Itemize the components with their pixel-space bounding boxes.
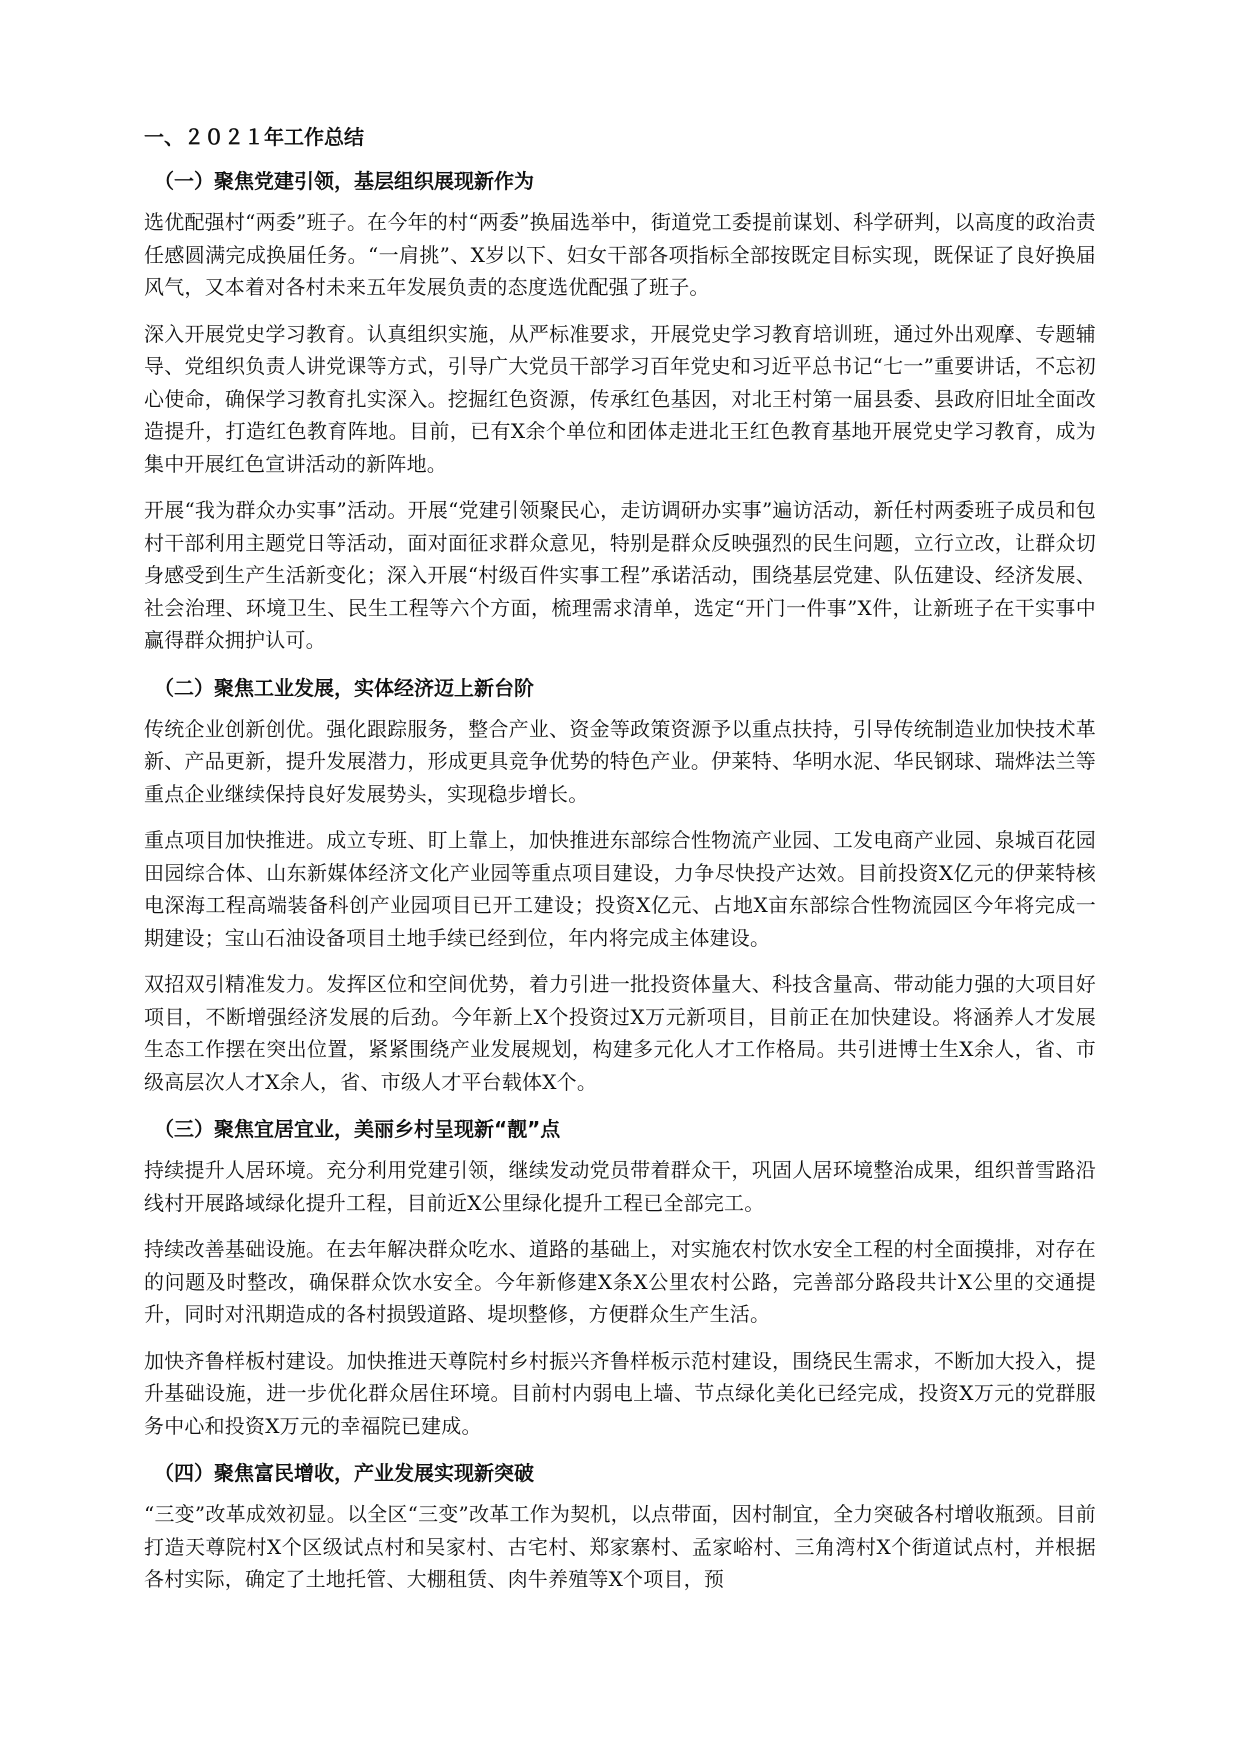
paragraph: 双招双引精准发力。发挥区位和空间优势，着力引进一批投资体量大、科技含量高、带动能力强的大项目好项目，不断增强经济发展的后劲。今年新上X个投资过X万元新项目，目前正在加快建设。将涵养人才发展生态工作摆在突出位置，紧紧围绕产业发展规划，构建多元化人才工作格局。共引进博士生X余人，省、市级高层次人才X余人，省、市级人才平台载体X个。: [144, 972, 1096, 1094]
paragraph: 重点项目加快推进。成立专班、盯上靠上，加快推进东部综合性物流产业园、工发电商产业园、泉城百花园田园综合体、山东新媒体经济文化产业园等重点项目建设，力争尽快投产达效。目前投资X亿元的伊莱特核电深海工程高端装备科创产业园项目已开工建设；投资X亿元、占地X亩东部综合性物流园区今年将完成一期建设；宝山石油设备项目土地手续已经到位，年内将完成主体建设。: [144, 828, 1096, 950]
paragraph: 传统企业创新创优。强化跟踪服务，整合产业、资金等政策资源予以重点扶持，引导传统制造业加快技术革新、产品更新，提升发展潜力，形成更具竞争优势的特色产业。伊莱特、华明水泥、华民钢球、瑞烨法兰等重点企业继续保持良好发展势头，实现稳步增长。: [144, 716, 1096, 806]
subsection-title-3: （三）聚焦宜居宜业，美丽乡村呈现新“靓”点: [154, 1117, 561, 1141]
section-heading-main: 一、２０２１年工作总结: [144, 125, 364, 149]
paragraph: 深入开展党史学习教育。认真组织实施，从严标准要求，开展党史学习教育培训班，通过外出观摩、专题辅导、党组织负责人讲党课等方式，引导广大党员干部学习百年党史和习近平总书记“七一”重要讲话，不忘初心使命，确保学习教育扎实深入。挖掘红色资源，传承红色基因，对北王村第一届县委、县政府旧址全面改造提升，打造红色教育阵地。目前，已有X余个单位和团体走进北王红色教育基地开展党史学习教育，成为集中开展红色宣讲活动的新阵地。: [144, 321, 1096, 476]
paragraph: 加快齐鲁样板村建设。加快推进天尊院村乡村振兴齐鲁样板示范村建设，围绕民生需求，不断加大投入，提升基础设施，进一步优化群众居住环境。目前村内弱电上墙、节点绿化美化已经完成，投资X万元的党群服务中心和投资X万元的幸福院已建成。: [144, 1348, 1096, 1438]
subsection-title-4: （四）聚焦富民增收，产业发展实现新突破: [154, 1461, 534, 1485]
subsection-title-2: （二）聚焦工业发展，实体经济迈上新台阶: [154, 675, 534, 700]
paragraph: 持续改善基础设施。在去年解决群众吃水、道路的基础上，对实施农村饮水安全工程的村全面摸排，对存在的问题及时整改，确保群众饮水安全。今年新修建X条X公里农村公路，完善部分路段共计X公里的交通提升，同时对汛期造成的各村损毁道路、堤坝整修，方便群众生产生活。: [144, 1237, 1096, 1326]
paragraph: 选优配强村“两委”班子。在今年的村“两委”换届选举中，街道党工委提前谋划、科学研判，以高度的政治责任感圆满完成换届任务。“一肩挑”、X岁以下、妇女干部各项指标全部按既定目标实现，既保证了良好换届风气，又本着对各村未来五年发展负责的态度选优配强了班子。: [144, 210, 1096, 299]
subsection-title-1: （一）聚焦党建引领，基层组织展现新作为: [154, 169, 534, 193]
paragraph: “三变”改革成效初显。以全区“三变”改革工作为契机，以点带面，因村制宜，全力突破各村增收瓶颈。目前打造天尊院村X个区级试点村和吴家村、古宅村、郑家寨村、孟家峪村、三角湾村X个街道试点村，并根据各村实际，确定了土地托管、大棚租赁、肉牛养殖等X个项目，预: [144, 1502, 1096, 1591]
paragraph: 开展“我为群众办实事”活动。开展“党建引领聚民心，走访调研办实事”遍访活动，新任村两委班子成员和包村干部利用主题党日等活动，面对面征求群众意见，特别是群众反映强烈的民生问题，立行立改，让群众切身感受到生产生活新变化；深入开展“村级百件实事工程”承诺活动，围绕基层党建、队伍建设、经济发展、社会治理、环境卫生、民生工程等六个方面，梳理需求清单，选定“开门一件事”X件，让新班子在干实事中赢得群众拥护认可。: [144, 498, 1096, 652]
paragraph: 持续提升人居环境。充分利用党建引领，继续发动党员带着群众干，巩固人居环境整治成果，组织普雪路沿线村开展路域绿化提升工程，目前近X公里绿化提升工程已全部完工。: [144, 1158, 1096, 1215]
